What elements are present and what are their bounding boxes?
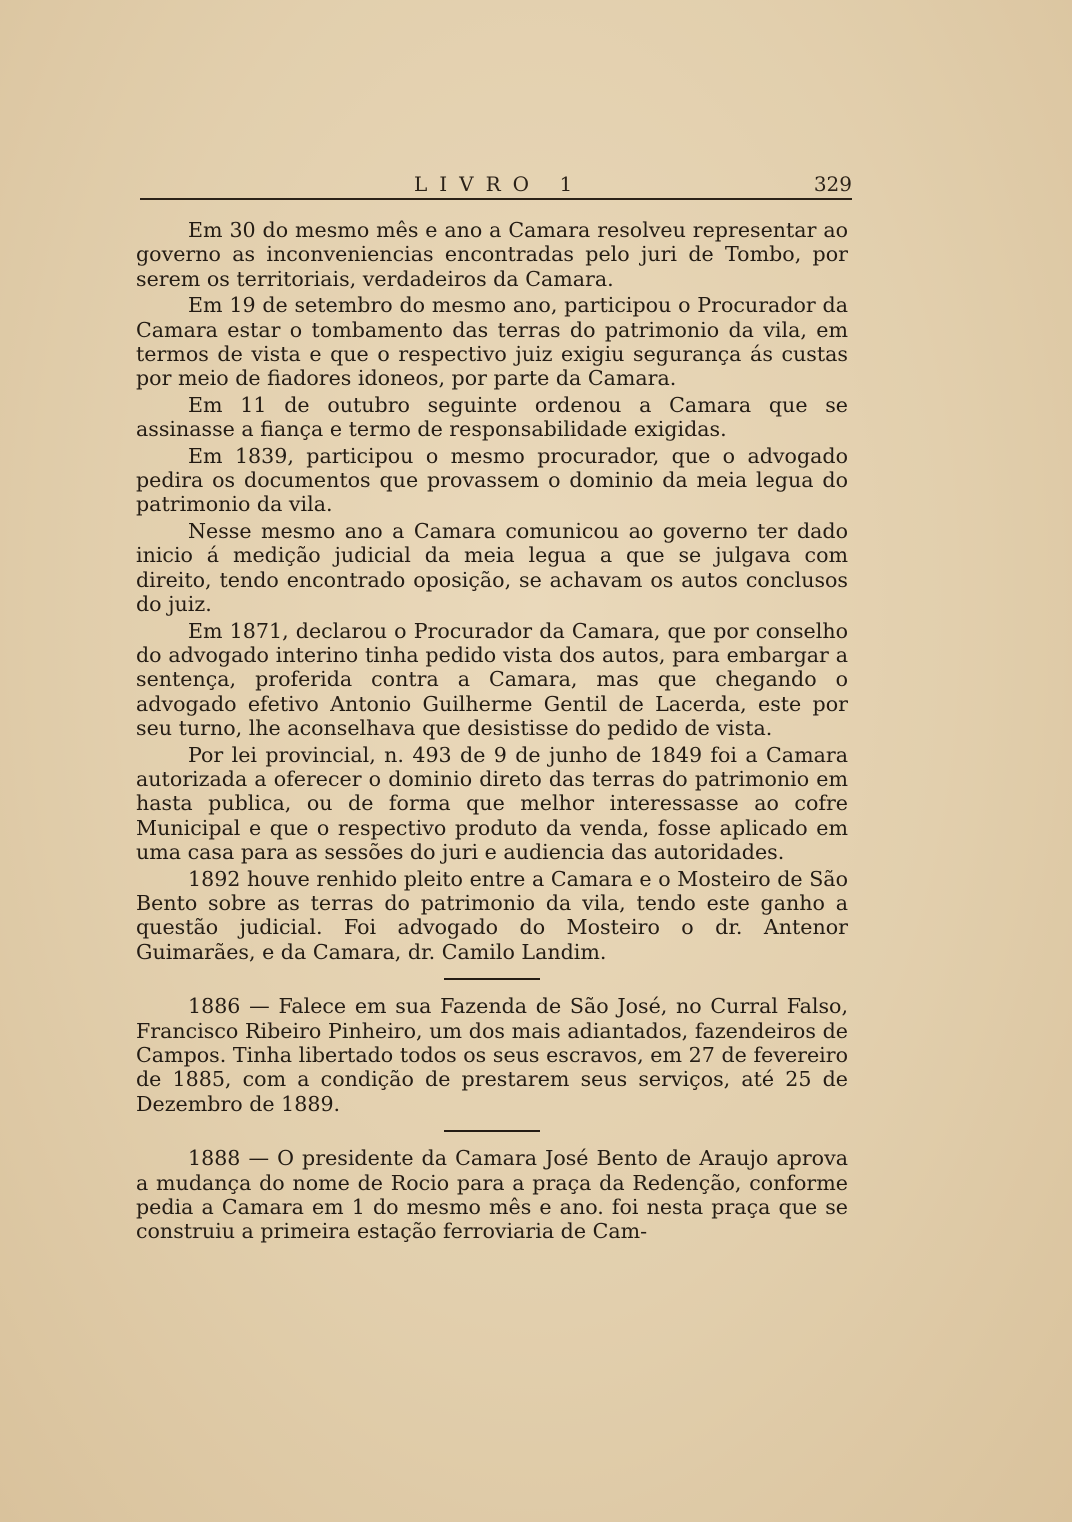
- running-title: LIVRO 1: [414, 172, 585, 196]
- paragraph: 1892 houve renhido pleito entre a Camara e o Mosteiro de São Bento sobre as terras do patrimonio da vila, tendo este ganho a questão judicial. Foi advogado do Mosteiro o dr. Antenor Guimarães, e da Camara, dr. Camilo Landim.: [136, 866, 848, 964]
- dated-entry: 1888 — O presidente da Camara José Bento de Araujo aprova a mudança do nome de Rocio para a praça da Redenção, conforme pedia a Camara em 1 do mesmo mês e ano. foi nesta praça que se construiu a primeira estação ferroviaria de Cam-: [136, 1146, 848, 1244]
- paragraph: Em 11 de outubro seguinte ordenou a Camara que se assinasse a fiança e termo de responsabilidade exigidas.: [136, 392, 848, 442]
- header-rule: [140, 198, 852, 200]
- page-body: [136, 218, 848, 1244]
- dated-entry: 1886 — Falece em sua Fazenda de São José, no Curral Falso, Francisco Ribeiro Pinheiro, um dos mais adiantados, fazendeiros de Campos. Tinha libertado todos os seus escravos, em 27 de fevereiro de 1885, com a condição de prestarem seus serviços, até 25 de Dezembro de 1889.: [136, 994, 848, 1116]
- paragraph: Em 19 de setembro do mesmo ano, participou o Procurador da Camara estar o tombamento das terras do patrimonio da vila, em termos de vista e que o respectivo juiz exigiu segurança ás custas por meio de fiadores idoneos, por parte da Camara.: [136, 293, 848, 391]
- section-divider: [444, 1130, 540, 1132]
- paragraph: Em 1839, participou o mesmo procurador, que o advogado pedira os documentos que provassem o dominio da meia legua do patrimonio da vila.: [136, 443, 848, 517]
- page-number: 329: [813, 172, 852, 196]
- page-header: [140, 170, 852, 200]
- paragraph: Em 30 do mesmo mês e ano a Camara resolveu representar ao governo as inconveniencias encontradas pelo juri de Tombo, por serem os territoriais, verdadeiros da Camara.: [136, 218, 848, 291]
- paragraph: Por lei provincial, n. 493 de 9 de junho de 1849 foi a Camara autorizada a oferecer o dominio direto das terras do patrimonio em hasta publica, ou de forma que melhor interessasse ao cofre Municipal e que o respectivo produto da venda, fosse aplicado em uma casa para as sessões do juri e audiencia das autoridades.: [136, 742, 848, 865]
- section-divider: [444, 978, 540, 980]
- paragraph: Nesse mesmo ano a Camara comunicou ao governo ter dado inicio á medição judicial da meia legua a que se julgava com direito, tendo encontrado oposição, se achavam os autos conclusos do juiz.: [136, 518, 848, 617]
- paragraph: Em 1871, declarou o Procurador da Camara, que por conselho do advogado interino tinha pedido vista dos autos, para embargar a sentença, proferida contra a Camara, mas que chegando o advogado efetivo Antonio Guilherme Gentil de Lacerda, este por seu turno, lhe aconselhava que desistisse do pedido de vista.: [136, 618, 848, 741]
